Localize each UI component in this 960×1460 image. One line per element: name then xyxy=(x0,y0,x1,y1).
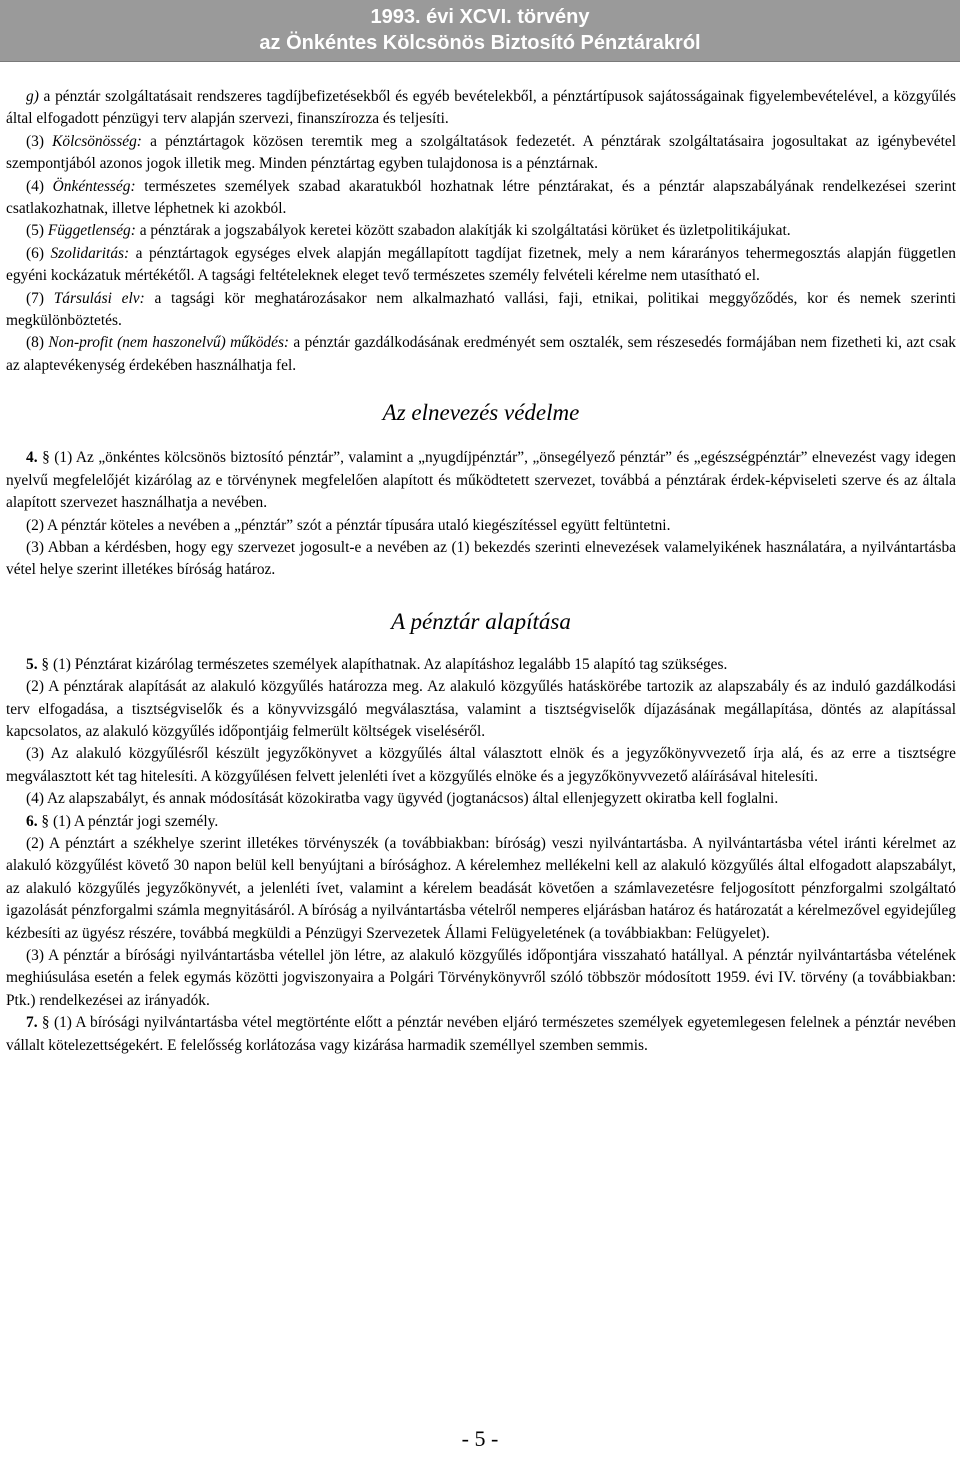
paragraph-number: (5) xyxy=(26,222,44,240)
principle-term: Szolidaritás: xyxy=(50,244,130,262)
law-subtitle: az Önkéntes Kölcsönös Biztosító Pénztárakról xyxy=(259,32,701,54)
paragraph-text: (1) Pénztárat kizárólag természetes személyek alapíthatnak. Az alapításhoz legalább 15 alapító tag szükséges. xyxy=(49,655,728,673)
paragraph-number: (7) xyxy=(26,289,44,307)
law-title: 1993. évi XCVI. törvény xyxy=(370,6,590,28)
section-number: 6. xyxy=(26,812,38,830)
section-4-paragraph-2: (2) A pénztár köteles a nevében a „pénztár” szót a pénztár típusára utaló kiegészítéssel együtt feltüntetni. xyxy=(26,516,671,534)
document-body xyxy=(6,86,956,1057)
principle-term: Kölcsönösség: xyxy=(52,132,142,150)
paragraph-g xyxy=(6,86,956,131)
section-4-paragraph-1 xyxy=(6,447,956,514)
section-heading-name-protection: Az elnevezés védelme xyxy=(382,400,580,426)
paragraph-text: a pénztárak a jogszabályok keretei között szabadon alakítják ki szolgáltatási körüket és üzletpolitikájukat. xyxy=(135,222,791,240)
item-label: g) xyxy=(26,88,39,105)
paragraph-text: természetes személyek szabad akaratukból hozhatnak létre pénztárakat, és a pénztár alapszabályának rendelkezései szerint csatlakozhatnak, illetve léphetnek ki azokból. xyxy=(6,177,956,218)
section-5-paragraph-2: (2) A pénztárak alapítását az alakuló közgyűlés határozza meg. Az alakuló közgyűlés hatáskörébe tartozik az alapszabály és az induló gazdálkodási terv elfogadása, a tisztségviselők és a könyvvizsgáló megválasztása, valamint a tisztségviselők díjazásának megállapítása, döntés az alapítással kapcsolatos, az alakuló közgyűlés időpontjáig felmerült költségek viseléséről. xyxy=(6,678,956,740)
paragraph-text: a tagsági kör meghatározásakor nem alkalmazható vallási, faji, etnikai, politikai meggyőződés, kor és nemek szerinti megkülönböztetés. xyxy=(6,289,956,330)
principle-term: Önkéntesség: xyxy=(52,177,136,195)
paragraph-text: a pénztár gazdálkodásának eredményét sem osztalék, sem részesedés formájában nem fizetheti ki, azt csak az alaptevékenység érdekében használhatja fel. xyxy=(6,334,956,374)
section-number: 7. xyxy=(26,1014,38,1032)
section-number: 4. xyxy=(26,449,38,467)
paragraph-number: (8) xyxy=(26,334,44,352)
paragraph-3-7 xyxy=(6,288,956,333)
paragraph-text: (1) A bírósági nyilvántartásba vétel megtörténte előtt a pénztár nevében eljáró természetes személyek egyetemlegesen felelnek a pénztár nevében vállalt kötelezettségekért. E felelősség korlátozása vagy kizárása harmadik személlyel szemben semmis. xyxy=(6,1014,956,1054)
section-7-paragraph-1 xyxy=(6,1012,956,1057)
section-4-paragraph-3: (3) Abban a kérdésben, hogy egy szervezet jogosult-e a nevében az (1) bekezdés szerinti elnevezések valamelyikének használatára, a nyilvántartásba vétel helye szerint illetékes bíróság határoz. xyxy=(6,538,956,579)
section-sign: § xyxy=(41,812,50,830)
section-sign: § xyxy=(41,655,50,673)
paragraph-3-6 xyxy=(6,243,956,288)
principle-term: Függetlenség: xyxy=(47,222,136,240)
section-sign: § xyxy=(42,449,50,467)
paragraph-text: a pénztártagok egységes elvek alapján megállapított tagdíjat fizetnek, mely a nem kárarányos tehermegosztás alapján független egyéni kockázatuk mértékétől. A tagsági feltételeknek eleget tevő természetes személy felvételi kérelme nem utasítható el. xyxy=(6,244,956,285)
paragraph-3-8 xyxy=(6,332,956,377)
section-6-paragraph-1 xyxy=(6,811,956,833)
paragraph-text: a pénztár szolgáltatásait rendszeres tagdíjbefizetésekből és egyéb bevételekből, a pénztártípusok sajátosságainak figyelembevételével, a közgyűlés által elfogadott pénzügyi terv alapján szervezi, finanszírozza és teljesíti. xyxy=(6,88,956,128)
paragraph-number: (6) xyxy=(26,244,44,262)
paragraph-text: (1) Az „önkéntes kölcsönös biztosító pénztár”, valamint a „nyugdíjpénztár”, „önsegélyező pénztár” és „egészségpénztár” elnevezést vagy idegen nyelvű megfelelőjét kizárólag az e törvénynek megfelelően alapított és működtetett szervezet, továbbá a pénztárak érdek-képviseleti szerve és az általa alapított szervezet használhatja a nevében. xyxy=(6,449,956,512)
paragraph-text: (1) A pénztár jogi személy. xyxy=(49,812,219,830)
paragraph-3-3 xyxy=(6,131,956,176)
section-5-paragraph-3: (3) Az alakuló közgyűlésről készült jegyzőkönyvet a közgyűlés által választott elnök és a jegyzőkönyvvezető írja alá, és az erre a tisztségre megválasztott két tag hitelesíti. A közgyűlésen felvett jelenléti ívet a közgyűlés elnöke és a jegyzőkönyvvezető aláírásával hitelesíti. xyxy=(6,745,956,785)
section-heading-founding: A pénztár alapítása xyxy=(391,608,571,634)
section-5-paragraph-4: (4) Az alapszabályt, és annak módosítását közokiratba vagy ügyvéd (jogtanácsos) által ellenjegyzett okiratba kell foglalni. xyxy=(26,790,779,808)
section-5-paragraph-1 xyxy=(6,654,956,676)
document-header xyxy=(0,0,960,62)
paragraph-number: (3) xyxy=(26,132,44,150)
principle-term: Non-profit (nem haszonelvű) működés: xyxy=(48,334,290,352)
paragraph-number: (4) xyxy=(26,177,44,195)
paragraph-text: a pénztártagok közösen teremtik meg a szolgáltatások fedezetét. A pénztárak szolgáltatásaira jogosultakat az igénybevétel szempontjából azonos jogok illetik meg. Minden pénztártag egyben tulajdonosa is a pénztárnak. xyxy=(6,132,956,173)
section-6-paragraph-2: (2) A pénztárt a székhelye szerint illetékes törvényszék (a továbbiakban: bíróság) veszi nyilvántartásba. A nyilvántartásba vétel iránti kérelmet az alakuló közgyűlést követő 30 napon belül kell benyújtani a bírósághoz. A kérelemhez mellékelni kell az alakuló közgyűlés által elfogadott alapszabályt, az alakuló közgyűlés jegyzőkönyvét, a jelenléti ívet, valamint a kérelem beadását követően a számlavezetésre feljogosított pénzforgalmi szolgáltató igazolását pénzforgalmi számla megnyitásáról. A bíróság a nyilvántartásba vételről nemperes eljárásban határoz és határozatát a kérelmezővel egyidejűleg kézbesíti az ügyész részére, továbbá megküldi a Pénzügyi Szervezetek Állami Felügyeletének (a továbbiakban: Felügyelet). xyxy=(6,834,956,942)
section-sign: § xyxy=(41,1014,50,1032)
page-number: - 5 - xyxy=(461,1426,499,1451)
section-6-paragraph-3: (3) A pénztár a bírósági nyilvántartásba vétellel jön létre, az alakuló közgyűlés időpontjára visszaható hatállyal. A pénztár nyilvántartásba vételének meghiúsulása esetén a felek egymás közötti jogviszonyaira a Polgári Törvénykönyvről szóló többször módosított 1959. évi IV. törvény (a továbbiakban: Ptk.) rendelkezései az irányadók. xyxy=(6,947,956,1009)
paragraph-3-4 xyxy=(6,176,956,221)
paragraph-3-5 xyxy=(6,220,956,242)
section-number: 5. xyxy=(26,655,38,673)
principle-term: Társulási elv: xyxy=(53,289,145,307)
